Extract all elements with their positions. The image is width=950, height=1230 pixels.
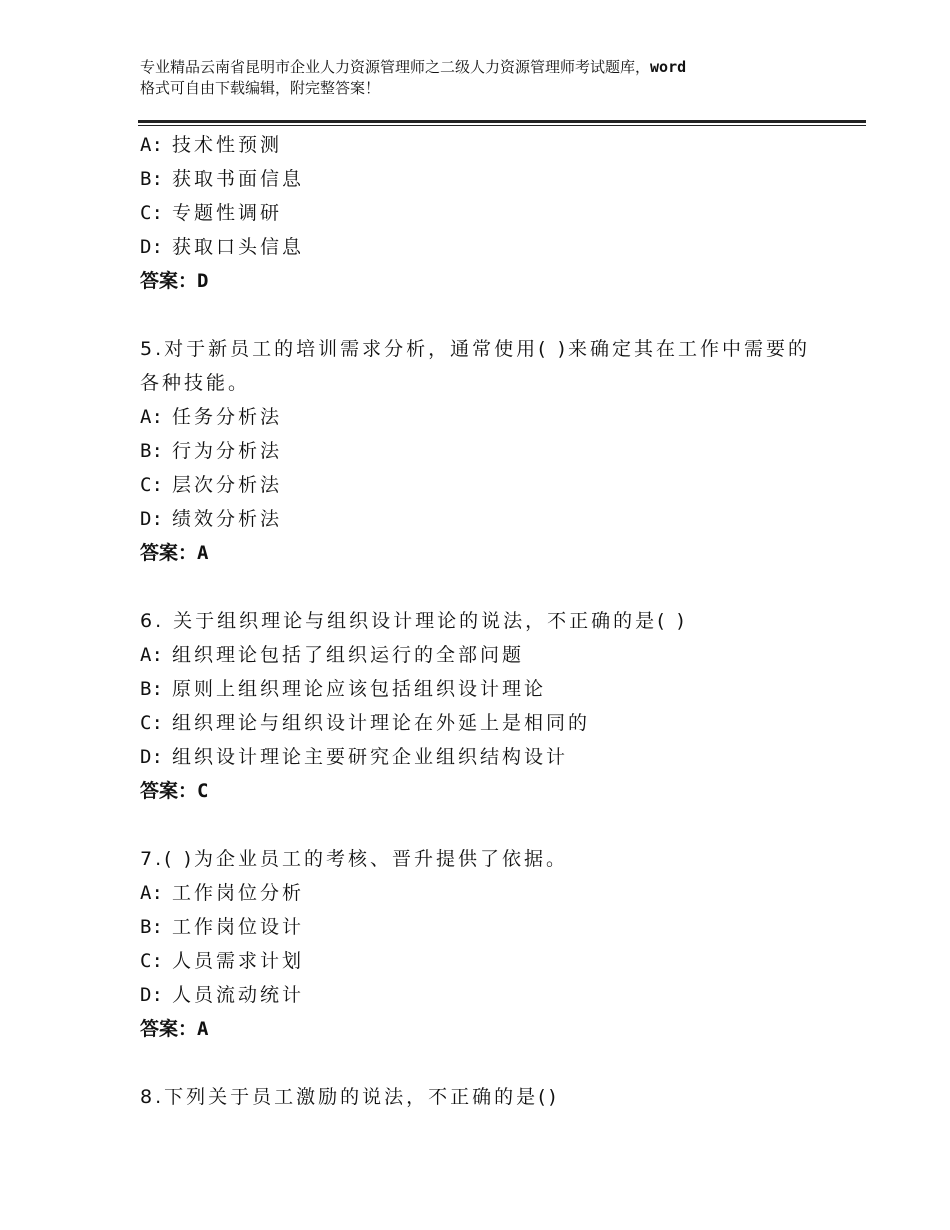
question-stem: 5.对于新员工的培训需求分析，通常使用( )来确定其在工作中需要的 (140, 338, 810, 360)
option-d (140, 978, 840, 1012)
option-a (140, 638, 840, 672)
answer-label: 答案： (140, 780, 198, 802)
answer-value: A (197, 1018, 209, 1040)
option-a (140, 876, 840, 910)
option-text: 组织设计理论主要研究企业组织结构设计 (171, 746, 568, 768)
question-6 (140, 604, 840, 808)
option-text: 工作岗位分析 (171, 882, 304, 904)
question-stem: 8.下列关于员工激励的说法，不正确的是() (140, 1086, 559, 1108)
option-c (140, 468, 840, 502)
question-stem: 6. 关于组织理论与组织设计理论的说法，不正确的是( ) (140, 610, 688, 632)
option-prefix: A: (140, 134, 163, 156)
option-prefix: D: (140, 984, 163, 1006)
option-text: 获取口头信息 (171, 236, 304, 258)
option-text: 专题性调研 (171, 202, 282, 224)
option-c (140, 706, 840, 740)
option-prefix: D: (140, 746, 163, 768)
option-text: 绩效分析法 (171, 508, 282, 530)
question-7 (140, 842, 840, 1046)
option-d (140, 740, 840, 774)
document-header (140, 57, 840, 99)
option-text: 任务分析法 (171, 406, 282, 428)
option-d (140, 230, 840, 264)
option-c (140, 944, 840, 978)
answer-label: 答案： (140, 542, 198, 564)
option-b (140, 910, 840, 944)
option-a (140, 400, 840, 434)
option-prefix: A: (140, 406, 163, 428)
option-prefix: C: (140, 202, 163, 224)
option-d (140, 502, 840, 536)
option-text: 获取书面信息 (171, 168, 304, 190)
answer-value: C (197, 780, 209, 802)
option-text: 组织理论与组织设计理论在外延上是相同的 (171, 712, 590, 734)
option-text: 工作岗位设计 (171, 916, 304, 938)
option-prefix: C: (140, 712, 163, 734)
header-line-1-latin: word (650, 58, 687, 76)
question-stem: 7.( )为企业员工的考核、晋升提供了依据。 (140, 848, 568, 870)
header-line-2: 格式可自由下载编辑，附完整答案！ (140, 79, 381, 97)
option-b (140, 162, 840, 196)
option-text: 技术性预测 (171, 134, 282, 156)
answer-line (140, 774, 840, 808)
answer-label: 答案： (140, 270, 198, 292)
option-c (140, 196, 840, 230)
header-line-1-text: 专业精品云南省昆明市企业人力资源管理师之二级人力资源管理师考试题库， (140, 58, 651, 76)
question-8 (140, 1080, 840, 1114)
option-text: 层次分析法 (171, 474, 282, 496)
header-divider (138, 120, 866, 126)
question-5 (140, 332, 840, 570)
option-text: 原则上组织理论应该包括组织设计理论 (171, 678, 546, 700)
option-prefix: D: (140, 236, 163, 258)
option-b (140, 434, 840, 468)
question-stem-continued: 各种技能。 (140, 372, 251, 394)
answer-line (140, 264, 840, 298)
option-prefix: B: (140, 916, 163, 938)
option-prefix: D: (140, 508, 163, 530)
option-text: 组织理论包括了组织运行的全部问题 (171, 644, 524, 666)
option-a (140, 128, 840, 162)
option-prefix: C: (140, 950, 163, 972)
option-text: 人员流动统计 (171, 984, 304, 1006)
option-prefix: A: (140, 644, 163, 666)
option-prefix: C: (140, 474, 163, 496)
option-b (140, 672, 840, 706)
answer-line (140, 536, 840, 570)
question-4 (140, 128, 840, 298)
option-prefix: A: (140, 882, 163, 904)
answer-line (140, 1012, 840, 1046)
question-list (140, 128, 840, 1114)
option-prefix: B: (140, 678, 163, 700)
answer-label: 答案： (140, 1018, 198, 1040)
option-text: 行为分析法 (171, 440, 282, 462)
option-prefix: B: (140, 168, 163, 190)
option-prefix: B: (140, 440, 163, 462)
option-text: 人员需求计划 (171, 950, 304, 972)
answer-value: A (197, 542, 209, 564)
answer-value: D (197, 270, 209, 292)
header-line-1 (140, 57, 840, 78)
